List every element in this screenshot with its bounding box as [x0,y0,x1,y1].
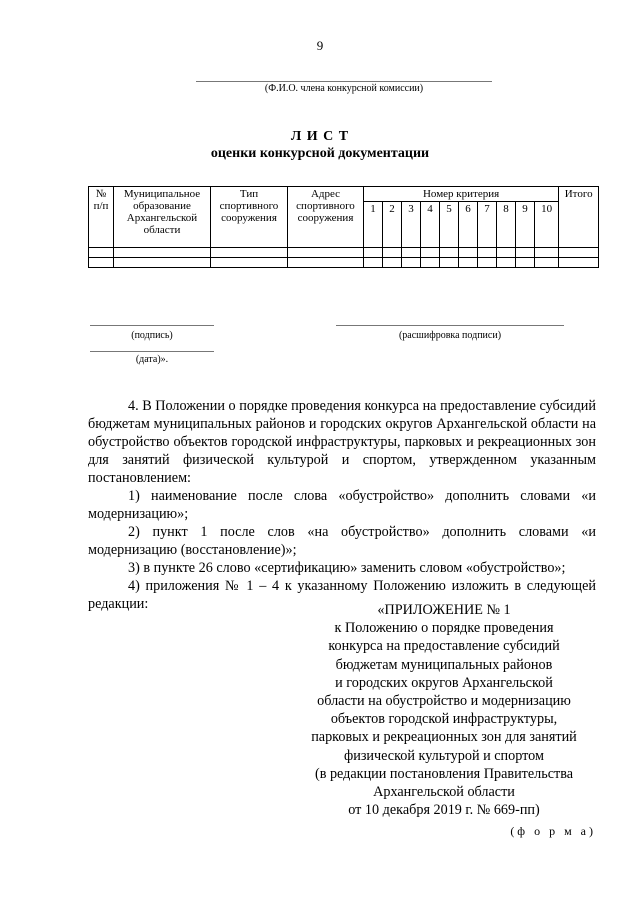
table-row [89,258,599,268]
appendix-line: (в редакции постановления Правительства [314,765,574,782]
header-number: № п/п [89,187,114,248]
criterion-number: 9 [516,202,535,248]
commission-member-line [196,81,492,82]
criterion-number: 10 [535,202,559,248]
appendix-line: области на обустройство и модернизацию [317,693,571,710]
form-mark: (ф о р м а) [510,824,596,838]
appendix-line: и городских округов Архангельской [335,674,553,691]
header-criteria: Номер критерия [364,187,559,202]
page-number: 9 [316,38,324,53]
criterion-number: 2 [383,202,402,248]
criterion-number: 8 [497,202,516,248]
header-facility-type: Тип спортивного сооружения [211,187,288,248]
header-total: Итого [559,187,599,248]
appendix-line: парковых и рекреационных зон для занятий [311,729,577,746]
header-facility-address: Адрес спортивного сооружения [288,187,364,248]
paragraph-item-3: 3) в пункте 26 слово «сертификацию» заменить словом «обустройство»; [128,560,566,576]
criterion-number: 5 [440,202,459,248]
table-row [89,248,599,258]
appendix-line: Архангельской области [373,784,515,801]
appendix-line: от 10 декабря 2019 г. № 669-пп) [348,802,540,819]
paragraph-4: 4. В Положении о порядке проведения конкурса на предоставление субсидий бюджетам муниципальных районов и городских округов Архангельской области на обустройство объектов городской инфраструктуры, парковых и рекреационных зон для занятий физической культурой и спортом, утвержденном указанным постановлением: [88,398,596,486]
appendix-line: физической культурой и спортом [344,747,544,764]
decoding-line [336,325,564,326]
criterion-number: 1 [364,202,383,248]
appendix-line: бюджетам муниципальных районов [335,656,553,673]
decoding-caption: (расшифровка подписи) [398,330,502,341]
evaluation-table [88,186,599,268]
paragraph-item-1: 1) наименование после слова «обустройство» дополнить словами «и модернизацию»; [88,488,596,522]
appendix-line: объектов городской инфраструктуры, [330,711,558,728]
amendment-text [88,397,596,613]
appendix-heading [285,601,603,819]
date-caption: (дата)». [135,354,169,365]
signature-caption: (подпись) [131,330,173,341]
header-municipality: Муниципальное образование Архангельской области [114,187,211,248]
criterion-number: 7 [478,202,497,248]
appendix-line: к Положению о порядке проведения [334,620,554,637]
appendix-line: конкурса на предоставление субсидий [328,638,560,655]
criterion-number: 4 [421,202,440,248]
date-line [90,351,214,352]
criterion-number: 3 [402,202,421,248]
criterion-number: 6 [459,202,478,248]
signature-line [90,325,214,326]
appendix-line: «ПРИЛОЖЕНИЕ № 1 [377,602,511,618]
paragraph-item-4: 4) приложения № 1 – 4 к указанному Положению изложить в следующей редакции: [88,578,596,612]
sheet-title: Л И С Т [290,129,350,144]
paragraph-item-2: 2) пункт 1 после слов «на обустройство» дополнить словами «и модернизацию (восстановление)»; [88,524,596,558]
sheet-subtitle: оценки конкурсной документации [210,146,430,161]
commission-member-caption: (Ф.И.О. члена конкурсной комиссии) [264,83,424,94]
